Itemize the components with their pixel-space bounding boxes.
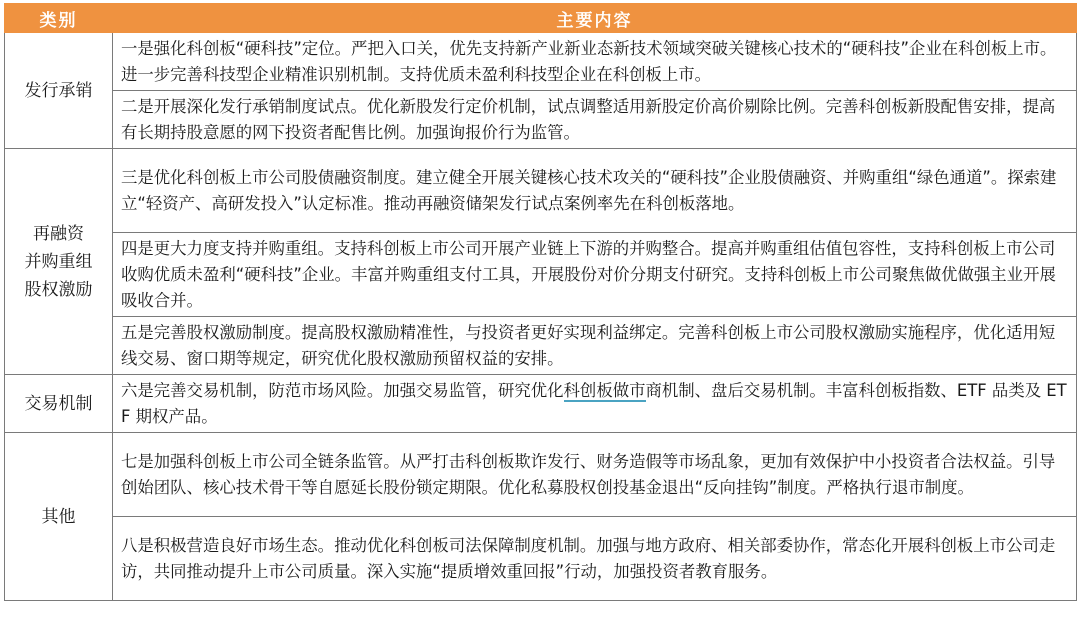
table-row [5,233,1077,317]
content-cell: 五是完善股权激励制度。提高股权激励精准性，与投资者更好实现利益绑定。完善科创板上市公司股权激励实施程序，优化适用短线交易、窗口期等规定，研究优化股权激励预留权益的安排。 [113,317,1077,375]
policy-table [4,3,1077,601]
content-text-before: 六是完善交易机制，防范市场风险。加强交易监管，研究优化 [121,380,564,400]
content-cell [113,375,1077,433]
header-category: 类别 [5,4,113,33]
category-refinancing: 再融资 并购重组 股权激励 [5,149,113,375]
header-content: 主要内容 [113,4,1077,33]
header-row [5,4,1077,33]
content-cell: 八是积极营造良好市场生态。推动优化科创板司法保障制度机制。加强与地方政府、相关部委协作，常态化开展科创板上市公司走访，共同推动提升上市公司质量。深入实施“提质增效重回报”行动，加强投资者教育服务。 [113,517,1077,601]
table-row [5,91,1077,149]
content-text-after: 商机制、盘后交易机制。丰富科创板指数、ETF 品类及 ETF 期权产品。 [121,380,1067,426]
table-row [5,433,1077,517]
category-issuance: 发行承销 [5,33,113,149]
table-row [5,317,1077,375]
category-other: 其他 [5,433,113,601]
content-cell: 四是更大力度支持并购重组。支持科创板上市公司开展产业链上下游的并购整合。提高并购重组估值包容性，支持科创板上市公司收购优质未盈利“硬科技”企业。丰富并购重组支付工具，开展股份对价分期支付研究。支持科创板上市公司聚焦做优做强主业开展吸收合并。 [113,233,1077,317]
content-cell: 二是开展深化发行承销制度试点。优化新股发行定价机制，试点调整适用新股定价高价剔除比例。完善科创板新股配售安排，提高有长期持股意愿的网下投资者配售比例。加强询报价行为监管。 [113,91,1077,149]
market-making-link[interactable]: 科创板做市 [563,380,646,400]
content-cell: 三是优化科创板上市公司股债融资制度。建立健全开展关键核心技术攻关的“硬科技”企业股债融资、并购重组“绿色通道”。探索建立“轻资产、高研发投入”认定标准。推动再融资储架发行试点案例率先在科创板落地。 [113,149,1077,233]
table-row [5,375,1077,433]
content-cell: 七是加强科创板上市公司全链条监管。从严打击科创板欺诈发行、财务造假等市场乱象，更加有效保护中小投资者合法权益。引导创始团队、核心技术骨干等自愿延长股份锁定期限。优化私募股权创投基金退出“反向挂钩”制度。严格执行退市制度。 [113,433,1077,517]
category-trading: 交易机制 [5,375,113,433]
table-row [5,149,1077,233]
content-cell: 一是强化科创板“硬科技”定位。严把入口关，优先支持新产业新业态新技术领域突破关键核心技术的“硬科技”企业在科创板上市。进一步完善科技型企业精准识别机制。支持优质未盈利科技型企业在科创板上市。 [113,33,1077,91]
table-row [5,517,1077,601]
table-row [5,33,1077,91]
